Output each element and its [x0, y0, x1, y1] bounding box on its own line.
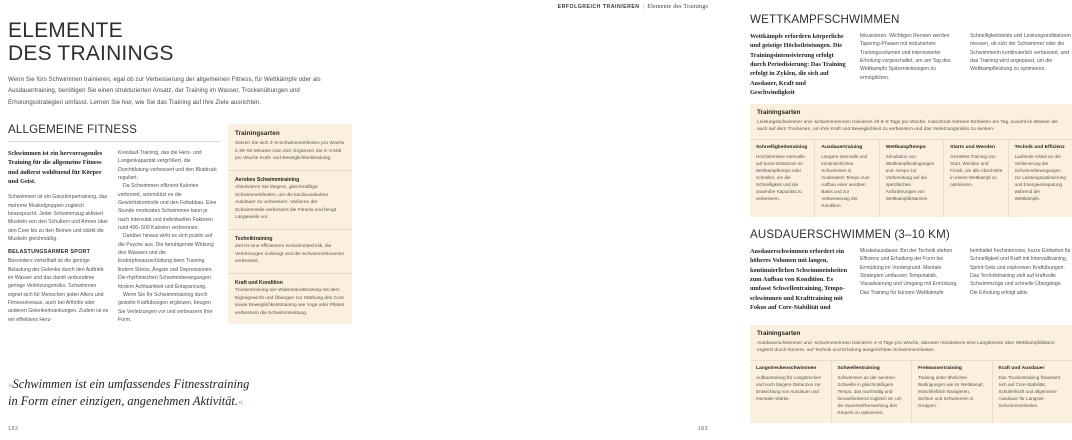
panel-cell-title: Langstreckenschwimmen: [756, 365, 817, 371]
panel-cell-title: Wettkampftempo: [885, 144, 926, 150]
panel-cell: [831, 361, 912, 424]
section-lead: Schwimmen ist ein hervorragendes Training für die allgemeine Fitness und äußerst wohltuend für Körper und Geist.: [8, 150, 103, 185]
panel-cell: [1008, 140, 1072, 217]
info-panel: [750, 104, 1072, 217]
panel-header: [750, 104, 1072, 139]
panel-cell-text: Gezieltes Training von Start, Wenden und Finish, um alle Abschnitte in einem Wettkampf zu optimieren.: [950, 153, 1003, 188]
panel-cell-title: Technik und Effizienz: [1014, 144, 1065, 150]
sidebar-item-title: Techniktraining: [235, 235, 273, 242]
paragraph: Da Schwimmen effizient Kalorien verbrennt, unterstützt es die Gewichtskontrolle und den Fettabbau. Eine Stunde moderates Schwimmen kann je nach Intensität und individuellen Faktoren rund 400–500 Kalorien verbrennen.: [118, 183, 217, 232]
sidebar-item-title: Aerobes Schwimmtraining: [235, 176, 300, 183]
column-3: [970, 247, 1071, 319]
column-2: [860, 247, 961, 319]
page-title-block: [8, 20, 338, 114]
page-title: [8, 20, 338, 65]
panel-cell-text: Schwimmen an der aeroben Schwelle in gleichmäßigem Tempo, das nachhaltig und herausfordernd zugleich ist, um die Sauerstoffverwertung des Körpers zu optimieren.: [837, 374, 902, 416]
section-divider: [8, 141, 220, 142]
running-head: [558, 4, 708, 10]
section-lead: Ausdauerschwimmen erfordert ein höheres Volumen mit langen, kontinuierlichen Schwimmeinheiten zum Aufbau von Kondition. Es umfasst Schwellentraining, Temposchwimmen und Krafttraining mit Fokus auf Core-Stabilität und: [750, 248, 848, 311]
panel-cell-text: Aufbautraining für Langstrecken und noch längere Distanzen zur Entwicklung von Ausdauer und mentaler Stärke.: [756, 374, 822, 402]
sidebar-item: [228, 170, 352, 229]
panel-cell: [992, 361, 1072, 424]
panel-cell-text: Laufende Arbeit an der Verfeinerung der Schwimmbewegungen zur Leistungsoptimierung und Energieeinsparung während der Wettkämpfe.: [1014, 153, 1066, 202]
section-allgemeine-fitness: [8, 123, 220, 324]
panel-intro: Ausdauerschwimmer und -schwimmerinnen trainieren 4–6 Tage pro Woche, darunter mindestens eine Langstrecke über Wettkampfdistanz, ergänzt durch kürzere, auf Technik und Erholung ausgerichtete Schwimmeinheiten.: [757, 340, 1056, 354]
page-title-line2: DES TRAININGS: [8, 41, 174, 65]
pull-quote: [8, 376, 348, 410]
panel-cell: [750, 361, 831, 424]
sidebar-item: [228, 273, 352, 325]
section-title: ALLGEMEINE FITNESS: [8, 123, 137, 136]
left-page: [0, 0, 360, 440]
panel-intro: Leistungsschwimmer und -schwimmerinnen trainieren oft 5–6 Tage pro Woche, manchmal mehrere Einheiten am Tag, sowohl im Wasser als auch auf dem Trockenen, um ihre Kraft und Beweglichkeit zu verbessern und das Verletzungsrisiko zu senken.: [757, 119, 1058, 133]
column-2: [860, 32, 961, 104]
right-page: [360, 0, 1071, 440]
panel-cell-title: Freiwassertraining: [918, 365, 962, 371]
page-number-right: 183: [697, 426, 708, 432]
page-intro-paragraph: Wenn Sie fürs Schwimmen trainieren, egal ob zur Verbesserung der allgemeinen Fitness, für Wettkämpfe oder als Ausdauertraining, benötigen Sie einen strukturierten Ansatz, der Training im Wasser, Trockenübungen und Erholungsstrategien umfasst. Lernen Sie hier, wie Sie das Training auf Ihre Ziele ausrichten.: [8, 76, 321, 106]
page-title-line1: ELEMENTE: [8, 19, 123, 42]
panel-cell-title: Ausdauertraining: [821, 144, 863, 150]
paragraph: beinhaltet hochintensive, kurze Einheiten für Schnelligkeit und Kraft mit Intervalltraining, Sprint-Sets und explosiven Kraftübungen. Das Techniktraining zielt auf kraftvolle Schwimmzüge und schnelle Übergänge. Die Erholung erfolgt aktiv.: [970, 248, 1071, 296]
panel-title: Trainingsarten: [757, 330, 801, 337]
quote-close-mark: «: [237, 395, 243, 408]
running-head-topic: Elemente des Trainings: [647, 4, 708, 10]
panel-wettkampf-trainingsarten: [750, 104, 1072, 217]
column-1: [750, 247, 851, 319]
sidebar-item-text: Ziel ist eine effizientere Schwimmtechnik, die Verletzungen vorbeugt und die Schwimmökonomie verbessert.: [235, 244, 345, 264]
paragraph: fokussieren. Wichtigen Rennen werden Tapering-Phasen mit reduziertem Trainingsvolumen und intensivierter Erholung vorgeschaltet, um am Tag des Wettkampfs Spitzenleistungen zu ermöglichen.: [860, 33, 951, 81]
paragraph: Besonders vorteilhaft ist die geringe Belastung der Gelenke durch den Auftrieb im Wasser und das damit verbundene geringe Verletzungsrisiko. Schwimmen eignet sich für Menschen jeden Alters und Fitnessniveaus, auch bei Arthritis oder anderen Gelenkerkrankungen. Zudem ist es ein effektives Herz-: [8, 258, 109, 323]
section-columns: [750, 247, 1072, 319]
section-columns: [750, 32, 1072, 104]
page-number-left: 182: [8, 426, 19, 432]
column-1: [750, 32, 851, 104]
sidebar-item-text: Absolvieren Sie längere, gleichmäßige Schwimmeinheiten, um die kardiovaskuläre Ausdauer zu verbessern. Variieren der Schwimmstile verbessert die Fitness und beugt Langeweile vor.: [235, 185, 337, 220]
panel-cells: [750, 360, 1072, 424]
column-1: [8, 149, 109, 324]
panel-cells: [750, 139, 1072, 217]
panel-cell: [911, 361, 992, 424]
panel-cell: [750, 140, 814, 217]
panel-cell-title: Schwellentraining: [837, 365, 880, 371]
running-head-separator: |: [642, 4, 645, 10]
sidebar-item-text: Trockentraining wie Widerstandstraining mit dem Eigengewicht und Übungen zur Stärkung des Core sowie Beweglichkeitstraining wie Yoga oder Pilates verbessern die Schwimmleistung.: [235, 288, 345, 316]
sidebar-header-block: [228, 124, 352, 170]
panel-title: Trainingsarten: [757, 109, 801, 116]
paragraph: Schnelligkeitstests und Leistungsindikatoren messen, ob sich der Schwimmer oder die Schwimmerin kontinuierlich verbessert, und das Training wird angepasst, um die Wettkampfleistung zu optimieren.: [970, 33, 1071, 73]
info-panel: [750, 325, 1072, 423]
sidebar-item: [228, 229, 352, 273]
paragraph: Kreislauf-Training, das die Herz- und Lungenkapazität vergrößert, die Durchblutung verbessert und den Blutdruck reguliert.: [118, 150, 217, 182]
section-wettkampfschwimmen: [750, 13, 1072, 104]
paragraph: Darüber hinaus wirkt es sich positiv auf die Psyche aus. Die beruhigende Wirkung des Wassers und die Endorphinausschüttung beim Training lindern Stress, Ängste und Depressionen. Die rhythmischen Schwimmbewegungen fördern Achtsamkeit und Entspannung.: [118, 233, 214, 290]
section-ausdauerschwimmen: [750, 228, 1072, 319]
panel-cell-text: Training unter ähnlichen Bedingungen wie im Wettkampf, einschließlich Navigieren, Sichten und Schwimmen in Gruppen.: [918, 374, 984, 409]
quote-open-mark: »: [8, 378, 13, 391]
column-2: [118, 149, 219, 324]
paragraph: Wenn Sie Ihr Schwimmtraining durch gezielte Kraftübungen ergänzen, beugen Sie Verletzungen vor und verbessern Ihre Form.: [118, 291, 213, 323]
section-title: WETTKAMPFSCHWIMMEN: [750, 13, 900, 26]
panel-header: [750, 325, 1072, 360]
section-lead: Wettkämpfe erfordern körperliche und geistige Höchstleistungen. Die Trainingsintensivierung erfolgt durch Periodisierung: Das Training erfolgt in Zyklen, die sich auf Ausdauer, Kraft und Geschwindigkeit: [750, 33, 846, 96]
quote-line-2: in Form einer einzigen, angenehmen Aktivität.: [8, 393, 238, 408]
panel-cell: [814, 140, 878, 217]
sidebar-item-title: Kraft und Kondition: [235, 279, 283, 286]
panel-cell-text: Längere Intervalle und kontinuierliches Schwimmen in moderatem Tempo zum Aufbau einer aeroben Basis und zur Verbesserung der Kondition.: [821, 153, 870, 209]
column-3: [970, 32, 1071, 104]
paragraph: Muskelausdauer. Bei der Technik stehen Effizienz und Erhaltung der Form bei Ermüdung im Vordergrund. Mentale Strategien umfassen Tempotaktik, Visualisierung und Umgang mit Ermüdung. Das Training für kürzere Wettkämpfe: [860, 248, 958, 296]
running-head-chapter: ERFOLGREICH TRAINIEREN: [557, 4, 640, 10]
subheading-belastungsarmer-sport: BELASTUNGSARMER SPORT: [8, 249, 91, 256]
sidebar-intro: Setzen Sie sich 3–5 Schwimmeinheiten pro Woche à 30–60 Minuten zum Ziel. Ergänzen Sie 2–3 Mal pro Woche Kraft- und Beweglichkeitstraining.: [235, 141, 345, 161]
panel-cell: [943, 140, 1007, 217]
panel-cell-title: Starts und Wenden: [950, 144, 996, 150]
sidebar-title: Trainingsarten: [235, 130, 280, 137]
section-columns: [8, 149, 220, 324]
panel-ausdauer-trainingsarten: [750, 325, 1072, 423]
paragraph: Schwimmen ist ein Ganzkörpertraining, das mehrere Muskelgruppen zugleich beansprucht. Jeder Schwimmzug aktiviert Muskeln von den Schultern und Armen über den Core bis zu den Beinen und stärkt die Muskeln gleichmäßig.: [8, 194, 109, 242]
quote-line-1: Schwimmen ist ein umfassendes Fitnesstraining: [12, 376, 250, 391]
panel-cell-text: Das Trockentraining fokussiert sich auf Core-Stabilität, Schulterkraft und allgemeine Ausdauer für Langzeit-Schwimmeinheiten.: [998, 374, 1061, 409]
section-title: AUSDAUERSCHWIMMEN (3–10 KM): [750, 228, 950, 241]
panel-cell: [879, 140, 943, 217]
sidebar-trainingsarten: [228, 124, 352, 324]
panel-cell-title: Schnelligkeitstraining: [756, 144, 808, 150]
panel-cell-title: Kraft und Ausdauer: [998, 365, 1045, 371]
panel-cell-text: Simulation von Wettkampfbedingungen und -tempo zur Vorbereitung auf die spezifischen Anforderungen von Wettkampfdistanzen.: [885, 153, 935, 202]
panel-cell-text: Hochintensive Intervalle auf kurze Distanzen im Wettkampftempo oder schneller, um die Schnelligkeit und die anaerobe Kapazität zu verbessern.: [756, 153, 805, 202]
